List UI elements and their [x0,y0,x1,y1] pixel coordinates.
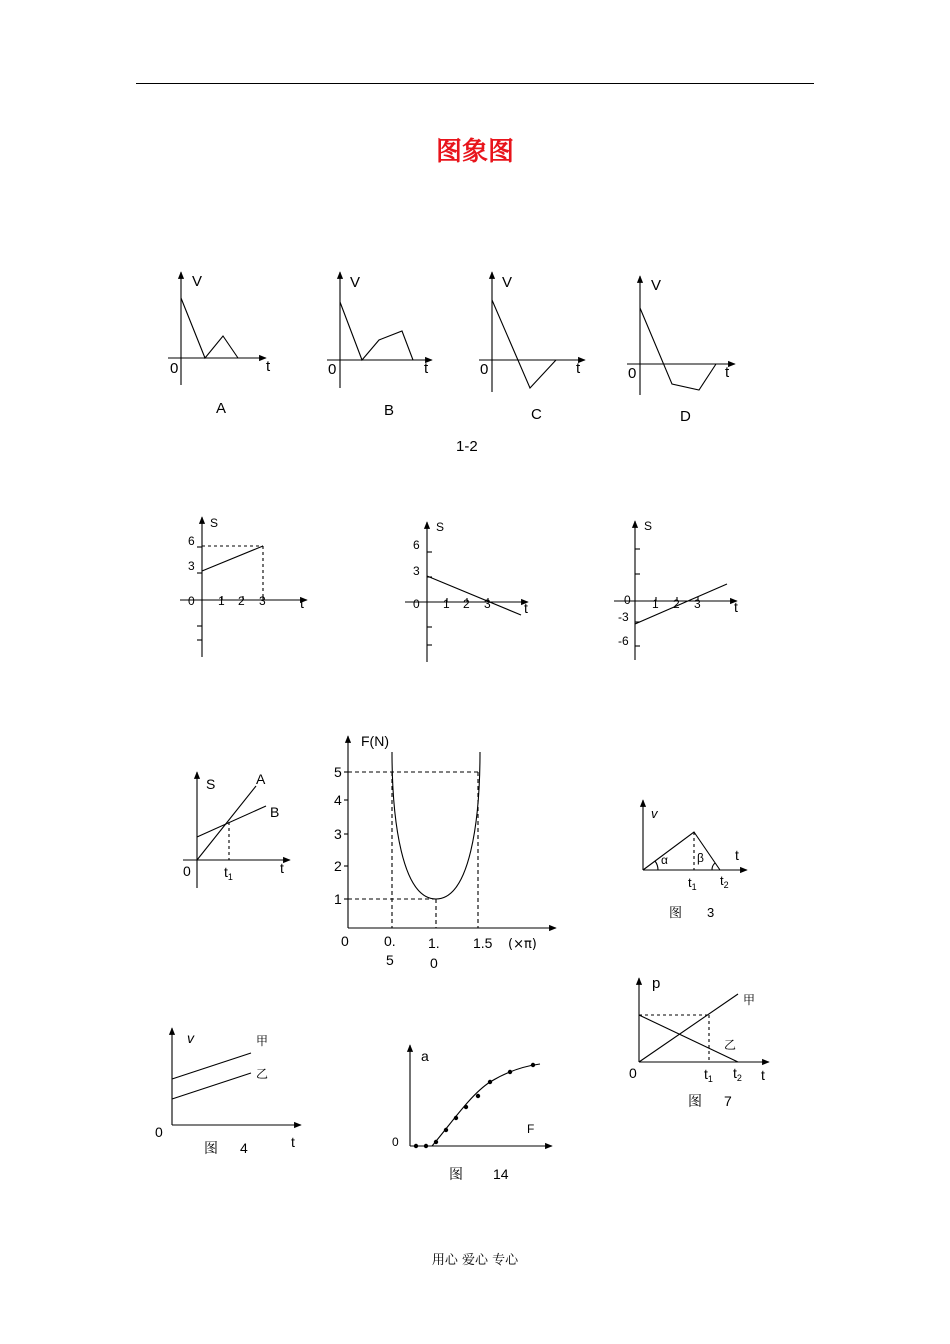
panel-label: D [680,408,691,425]
axis-label: V [651,277,662,294]
origin-label: 0 [341,933,349,949]
st-line-1 [202,546,263,571]
st-line-3 [635,584,727,624]
x-unit-label: (×π) [508,937,537,952]
axis-label: t [266,358,271,375]
tick-label: 0 [430,955,438,971]
fig-3 [643,800,747,921]
origin-label: 0 [628,365,637,382]
fig-caption-word: 图 [204,1141,218,1157]
fig-caption-number: 7 [724,1093,732,1109]
axis-label: t [300,595,304,611]
axis-label: V [192,273,203,290]
tick-label: 1.5 [473,935,493,951]
vt-line-c [492,300,556,388]
tick-label: -6 [618,634,629,648]
vt-line-d [640,308,716,390]
axis-label: t [291,1134,295,1150]
fig-caption-number: 4 [240,1140,248,1156]
origin-label: 0 [624,593,631,607]
st-graph-1 [180,516,307,657]
fig-4 [155,1028,301,1157]
axis-label: V [502,274,513,291]
axis-label: t [761,1067,765,1083]
vt-line-a [181,298,238,358]
axis-label: t [424,360,429,377]
page-footer: 用心 爱心 专心 [431,1253,519,1268]
origin-label: 0 [155,1124,163,1140]
tick-label: 5 [334,764,342,780]
line-b [197,806,266,837]
panel-label: B [384,402,395,419]
vt-graph-a [168,272,266,385]
tick-label: 3 [188,559,195,573]
tick-label: 2 [463,597,470,611]
fig-s-a-b [183,771,290,888]
axis-label: t [524,600,528,616]
line-label: 甲 [743,993,756,1007]
angle-beta-label: β [697,851,704,865]
tick-label: 1 [334,891,342,907]
fig-caption-word: 图 [449,1167,463,1183]
line-yi [172,1073,251,1099]
origin-label: 0 [413,597,420,611]
axis-label: t [725,364,730,381]
figure-caption: 1-2 [456,438,478,455]
origin-label: 0 [183,863,191,879]
tick-label: 6 [413,538,420,552]
fig-14 [392,1045,552,1183]
st-line-2 [427,576,521,615]
tick-label: 3 [334,826,342,842]
origin-label: 0 [480,361,489,378]
line-label: 乙 [724,1038,737,1052]
axis-label: S [436,520,445,534]
vt-graph-d [627,276,735,395]
vt-graph-b [327,272,432,388]
tick-label: 1. [428,935,440,951]
origin-label: 0 [188,594,195,608]
vt-graph-c [479,272,585,392]
tick-label: 3 [413,564,420,578]
vt-line-b [340,302,413,360]
tick-label: 1 [443,597,450,611]
t1-label: $t_1$ [688,875,697,892]
st-graph-2 [405,520,528,662]
tick-label: 2 [238,594,245,608]
fig-caption-number: 3 [707,905,715,920]
fig-caption-word: 图 [669,906,683,921]
axis-label: t [576,360,581,377]
fig3-line [643,832,720,870]
line-a [197,786,256,860]
tick-label: 1 [218,594,225,608]
axis-label: a [421,1048,429,1064]
page-title: 图象图 [435,137,514,167]
fig14-curve [414,1064,540,1146]
axis-label: V [350,274,361,291]
axis-label: S [644,519,653,533]
axis-label: F [527,1122,535,1136]
line-jia [172,1053,251,1079]
angle-alpha-label: α [661,853,668,867]
origin-label: 0 [629,1065,637,1081]
figure-1-2 [168,272,735,395]
axis-label: p [652,975,661,992]
panel-label: A [216,400,227,417]
st-graph-3 [614,519,738,660]
line-label: B [270,804,280,820]
line-label: 乙 [256,1067,269,1081]
force-curve [392,752,480,899]
tick-label: 2 [673,597,680,611]
tick-label: 2 [334,858,342,874]
fig-7 [629,975,769,1110]
t2-label: $t_2$ [733,1065,742,1083]
line-label: 甲 [256,1034,269,1048]
t1-label: $t_1$ [704,1066,713,1084]
axis-label: t [280,860,284,876]
origin-label: 0 [392,1135,399,1149]
axis-label: t [735,847,739,863]
tick-label: 3 [259,594,266,608]
tick-label: 5 [386,952,394,968]
panel-label: C [531,406,542,423]
fig-caption-word: 图 [688,1094,702,1110]
origin-label: 0 [170,360,179,377]
fig14-points [414,1063,535,1148]
axis-label: v [187,1030,194,1046]
t1-label: $t_1$ [224,864,233,882]
tick-label: 3 [484,597,491,611]
fig-force [334,733,556,971]
axis-label: F(N) [361,733,389,749]
tick-label: 6 [188,534,195,548]
tick-label: 0. [384,933,396,949]
axis-label: S [210,516,219,530]
fig-caption-number: 14 [493,1166,509,1182]
origin-label: 0 [328,361,337,378]
tick-label: -3 [618,610,629,624]
axis-label: v [651,806,658,821]
line-label: A [256,771,266,787]
axis-label: S [206,776,216,792]
tick-label: 4 [334,792,342,808]
axis-label: t [734,599,738,615]
tick-label: 1 [652,597,659,611]
tick-label: 3 [694,597,701,611]
t2-label: $t_2$ [720,873,729,890]
